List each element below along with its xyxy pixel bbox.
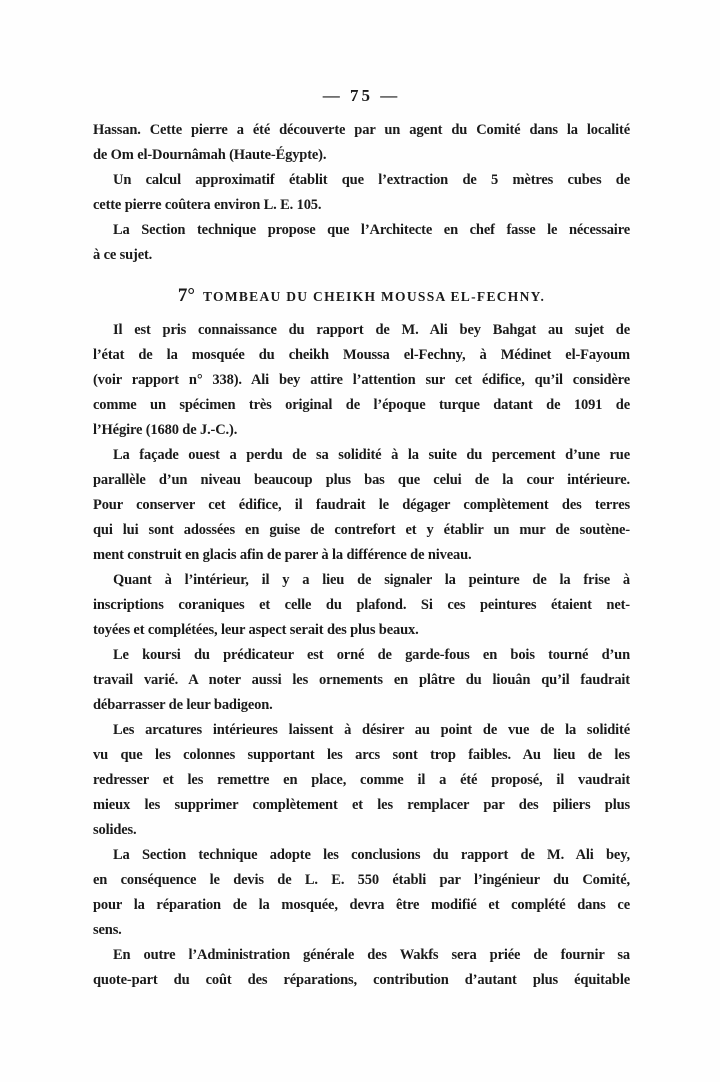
paragraph xyxy=(93,718,630,843)
text-line: La façade ouest a perdu de sa solidité à la suite du percement d’une rue xyxy=(113,447,630,463)
section-heading xyxy=(93,283,630,309)
text-line: solides. xyxy=(93,822,137,838)
text-line: sens. xyxy=(93,922,122,938)
paragraph xyxy=(93,568,630,643)
paragraph xyxy=(93,843,630,943)
text-line: ment construit en glacis afin de parer à la différence de niveau. xyxy=(93,547,472,563)
text-line: en conséquence le devis de L. E. 550 établi par l’ingénieur du Comité, xyxy=(93,872,630,888)
text-line: qui lui sont adossées en guise de contrefort et y établir un mur de soutène- xyxy=(93,522,630,538)
text-line: parallèle d’un niveau beaucoup plus bas que celui de la cour intérieure. xyxy=(93,472,630,488)
text-line: Il est pris connaissance du rapport de M. Ali bey Bahgat au sujet de xyxy=(113,322,630,338)
text-line: toyées et complétées, leur aspect serait des plus beaux. xyxy=(93,622,419,638)
text-line: Quant à l’intérieur, il y a lieu de signaler la peinture de la frise à xyxy=(113,572,630,588)
heading-title: TOMBEAU DU CHEIKH MOUSSA EL-FECHNY. xyxy=(202,289,546,304)
paragraph xyxy=(93,443,630,568)
text-line: pour la réparation de la mosquée, devra être modifié et complété dans ce xyxy=(93,897,630,913)
page-number: — 75 — xyxy=(322,86,401,105)
text-line: redresser et les remettre en place, comme il a été proposé, il vaudrait xyxy=(93,772,630,788)
text-line: de Om el-Dournâmah (Haute-Égypte). xyxy=(93,147,327,163)
text-line: à ce sujet. xyxy=(93,247,153,263)
text-body xyxy=(93,118,630,993)
heading-numeral: 7° xyxy=(177,285,195,306)
paragraph xyxy=(93,168,630,218)
text-line: En outre l’Administration générale des Wakfs sera priée de fournir sa xyxy=(113,947,630,963)
text-line: cette pierre coûtera environ L. E. 105. xyxy=(93,197,322,213)
text-line: Les arcatures intérieures laissent à désirer au point de vue de la solidité xyxy=(113,722,630,738)
text-line: vu que les colonnes supportant les arcs sont trop faibles. Au lieu de les xyxy=(93,747,630,763)
text-line: mieux les supprimer complètement et les remplacer par des piliers plus xyxy=(93,797,630,813)
text-line: l’Hégire (1680 de J.-C.). xyxy=(93,422,238,438)
text-line: travail varié. A noter aussi les ornements en plâtre du liouân qu’il faudrait xyxy=(93,672,630,688)
text-line: Hassan. Cette pierre a été découverte par un agent du Comité dans la localité xyxy=(93,122,630,138)
text-line: comme un spécimen très original de l’époque turque datant de 1091 de xyxy=(93,397,630,413)
text-line: Un calcul approximatif établit que l’extraction de 5 mètres cubes de xyxy=(113,172,630,188)
text-line: La Section technique propose que l’Architecte en chef fasse le nécessaire xyxy=(113,222,630,238)
text-line: (voir rapport n° 338). Ali bey attire l’attention sur cet édifice, qu’il considère xyxy=(93,372,630,388)
paragraph xyxy=(93,643,630,718)
text-line: Pour conserver cet édifice, il faudrait le dégager complètement des terres xyxy=(93,497,630,513)
text-line: La Section technique adopte les conclusions du rapport de M. Ali bey, xyxy=(113,847,630,863)
text-line: quote-part du coût des réparations, contribution d’autant plus équitable xyxy=(93,972,630,988)
text-line: débarrasser de leur badigeon. xyxy=(93,697,273,713)
paragraph xyxy=(93,318,630,443)
paragraph xyxy=(93,943,630,993)
paragraph xyxy=(93,218,630,268)
text-line: inscriptions coraniques et celle du plafond. Si ces peintures étaient net- xyxy=(93,597,630,613)
text-line: l’état de la mosquée du cheikh Moussa el-Fechny, à Médinet el-Fayoum xyxy=(93,347,630,363)
paragraph xyxy=(93,118,630,168)
text-line: Le koursi du prédicateur est orné de garde-fous en bois tourné d’un xyxy=(113,647,630,663)
